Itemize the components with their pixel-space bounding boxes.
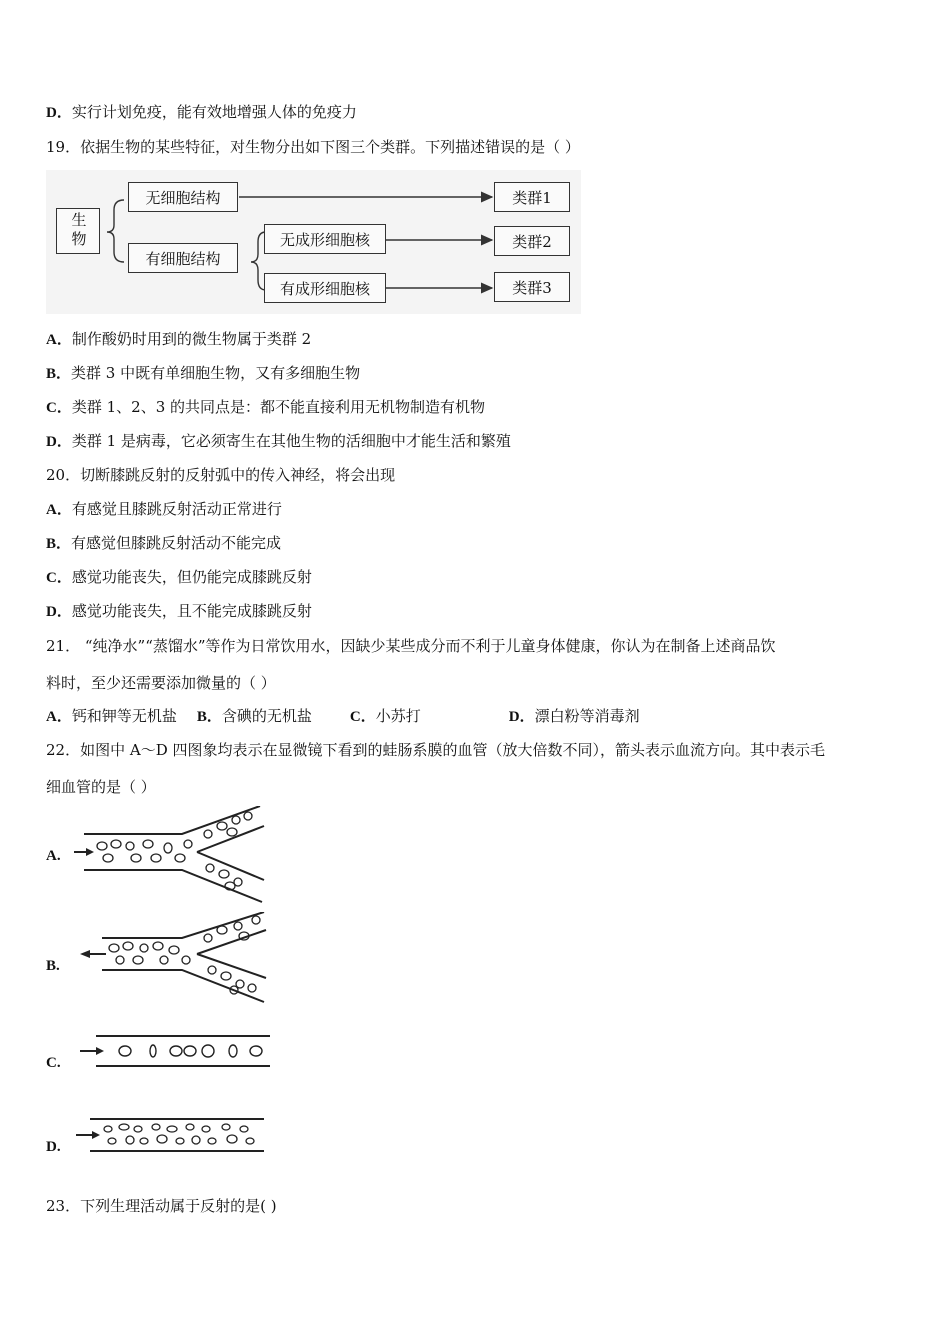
q19-stem: 19．依据生物的某些特征，对生物分出如下图三个类群。下列描述错误的是（ ） bbox=[46, 138, 580, 156]
q23-stem: 23．下列生理活动属于反射的是( ) bbox=[46, 1197, 277, 1215]
q21-stem-line2: 料时，至少还需要添加微量的（ ） bbox=[46, 674, 276, 692]
diagram-no-nucleus-box: 无成形细胞核 bbox=[264, 224, 386, 254]
figure-c-vessel bbox=[72, 1032, 272, 1072]
diagram-has-cell-box: 有细胞结构 bbox=[128, 243, 238, 273]
diagram-no-cell-box: 无细胞结构 bbox=[128, 182, 238, 212]
q19-option-b: B．类群 3 中既有单细胞生物，又有多细胞生物 bbox=[46, 364, 361, 382]
diagram-has-nucleus-box: 有成形细胞核 bbox=[264, 273, 386, 303]
figure-c-label: C. bbox=[46, 1055, 61, 1071]
diagram-group1-box: 类群1 bbox=[494, 182, 570, 212]
figure-d-vessel bbox=[72, 1115, 272, 1157]
q19-option-a: A．制作酸奶时用到的微生物属于类群 2 bbox=[46, 330, 312, 348]
diagram-group2-box: 类群2 bbox=[494, 226, 570, 256]
figure-b-label: B. bbox=[46, 958, 60, 974]
figure-a-vessel bbox=[72, 806, 272, 904]
q22-stem-line1: 22．如图中 A～D 四图象均表示在显微镜下看到的蛙肠系膜的血管（放大倍数不同），箭头表示血流方向。其中表示毛 bbox=[46, 741, 825, 759]
figure-a-label: A. bbox=[46, 848, 61, 864]
diagram-group3-box: 类群3 bbox=[494, 272, 570, 302]
q18-option-d: D．实行计划免疫，能有效地增强人体的免疫力 bbox=[46, 103, 357, 121]
q20-option-b: B．有感觉但膝跳反射活动不能完成 bbox=[46, 534, 282, 552]
q21-stem-line1: 21． “纯净水”“蒸馏水”等作为日常饮用水，因缺少某些成分而不利于儿童身体健康，你认为在制备上述商品饮 bbox=[46, 637, 776, 655]
classification-diagram bbox=[46, 170, 581, 314]
q22-stem-line2: 细血管的是（ ） bbox=[46, 778, 156, 796]
figure-d-label: D. bbox=[46, 1139, 61, 1155]
q20-option-c: C．感觉功能丧失，但仍能完成膝跳反射 bbox=[46, 568, 312, 586]
q21-options-row: A．钙和钾等无机盐 B．含碘的无机盐 C．小苏打 D．漂白粉等消毒剂 bbox=[46, 707, 640, 725]
q20-option-a: A．有感觉且膝跳反射活动正常进行 bbox=[46, 500, 282, 518]
figure-b-vessel bbox=[72, 912, 272, 1004]
q20-option-d: D．感觉功能丧失，且不能完成膝跳反射 bbox=[46, 602, 312, 620]
q19-option-c: C．类群 1、2、3 的共同点是：都不能直接利用无机物制造有机物 bbox=[46, 398, 486, 416]
diagram-root-box: 生物 bbox=[56, 208, 100, 254]
q20-stem: 20．切断膝跳反射的反射弧中的传入神经，将会出现 bbox=[46, 466, 396, 484]
q19-option-d: D．类群 1 是病毒，它必须寄生在其他生物的活细胞中才能生活和繁殖 bbox=[46, 432, 511, 450]
